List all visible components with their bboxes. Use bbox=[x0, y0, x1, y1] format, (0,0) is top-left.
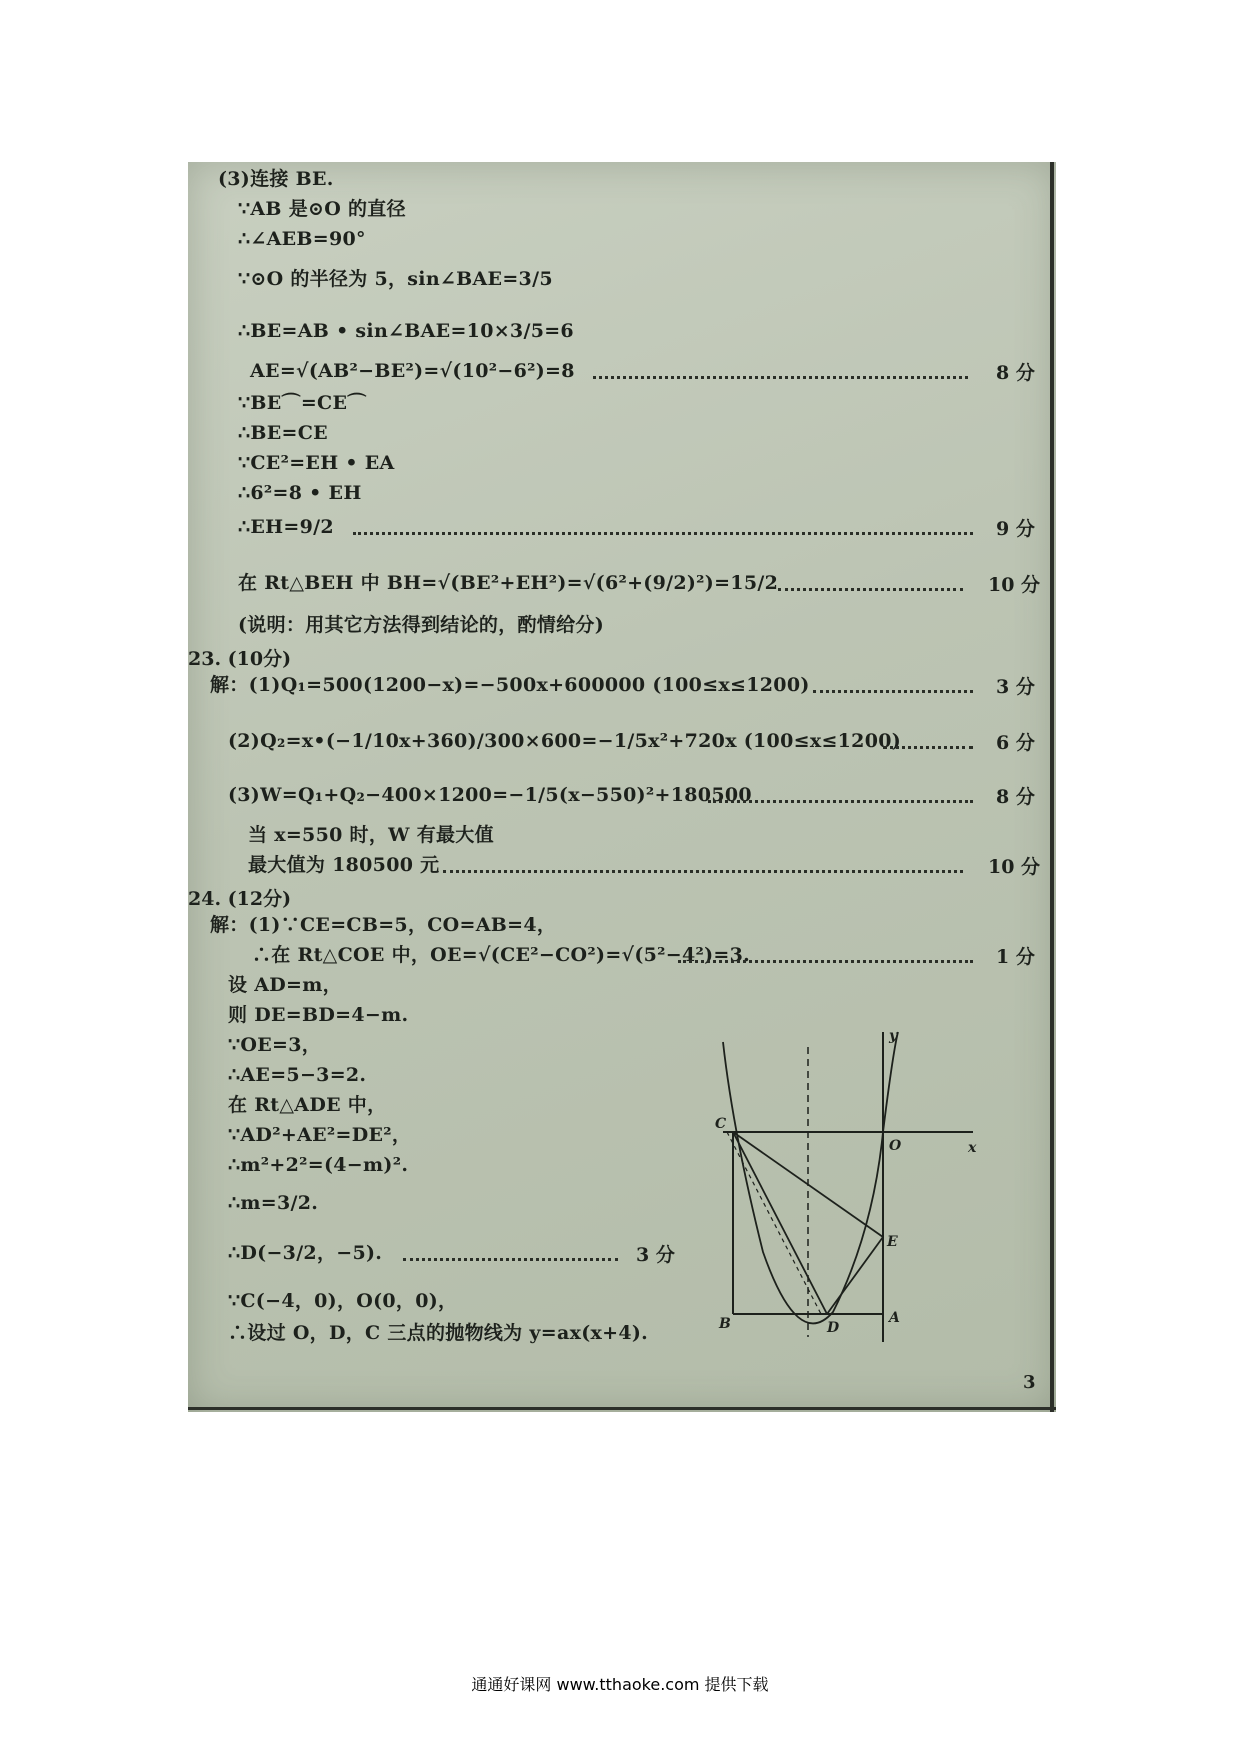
line-q23-part1: 解：(1)Q₁=500(1200−x)=−500x+600000 (100≤x≤1200) bbox=[210, 674, 810, 696]
leader-dots bbox=[593, 376, 968, 379]
line-ae-calc: AE=√(AB²−BE²)=√(10²−6²)=8 bbox=[250, 360, 575, 382]
line-set-ad: 设 AD=m， bbox=[228, 974, 342, 996]
line-ae-2: ∴AE=5−3=2. bbox=[228, 1064, 367, 1086]
score-8: 8 分 bbox=[996, 362, 1035, 384]
line-q23-part3: (3)W=Q₁+Q₂−400×1200=−1/5(x−550)²+180500 bbox=[228, 784, 752, 806]
leader-dots bbox=[353, 532, 973, 535]
line-ab-diameter: ∵AB 是⊙O 的直径 bbox=[238, 198, 406, 220]
label-y: y bbox=[889, 1028, 898, 1044]
leader-dots bbox=[883, 746, 973, 749]
leader-dots bbox=[403, 1258, 618, 1261]
line-q23-part2: (2)Q₂=x•(−1/10x+360)/300×600=−1/5x²+720x (100≤x≤1200) bbox=[228, 730, 902, 752]
scanned-answer-page bbox=[188, 162, 1056, 1412]
label-b: B bbox=[719, 1316, 731, 1332]
score-10: 10 分 bbox=[988, 574, 1041, 596]
question-23-heading: 23. (10分) bbox=[188, 648, 292, 670]
leader-dots bbox=[678, 960, 973, 963]
score-10b: 10 分 bbox=[988, 856, 1041, 878]
line-de-bd: 则 DE=BD=4−m. bbox=[228, 1004, 409, 1026]
label-c: C bbox=[715, 1116, 727, 1132]
line-note: (说明：用其它方法得到结论的，酌情给分) bbox=[238, 614, 604, 636]
line-max-value: 最大值为 180500 元 bbox=[248, 854, 440, 876]
page-edge-bottom bbox=[188, 1407, 1056, 1410]
line-connect-be: (3)连接 BE. bbox=[218, 168, 334, 190]
score-1: 1 分 bbox=[996, 946, 1035, 968]
page-number: 3 bbox=[1023, 1372, 1036, 1393]
segment-de bbox=[827, 1237, 883, 1314]
line-six-sq: ∴6²=8 • EH bbox=[238, 482, 362, 504]
segment-cd bbox=[733, 1132, 827, 1314]
parabola-curve bbox=[723, 1032, 898, 1323]
line-bh-calc: 在 Rt△BEH 中 BH=√(BE²+EH²)=√(6²+(9/2)²)=15/2 bbox=[238, 572, 779, 594]
leader-dots bbox=[443, 870, 963, 873]
line-pythag: ∵AD²+AE²=DE²， bbox=[228, 1124, 412, 1146]
question-24-heading: 24. (12分) bbox=[188, 888, 292, 910]
label-o: O bbox=[889, 1138, 902, 1154]
footer-credit: 通通好课网 www.tthaoke.com 提供下载 bbox=[471, 1675, 769, 1694]
line-angle-aeb: ∴∠AEB=90° bbox=[238, 228, 366, 250]
line-be-eq-ce: ∴BE=CE bbox=[238, 422, 328, 444]
leader-dots bbox=[813, 690, 973, 693]
page-edge-right bbox=[1050, 162, 1054, 1412]
line-d-coord: ∴D(−3/2，−5). bbox=[228, 1242, 383, 1264]
figure-svg bbox=[715, 992, 983, 1352]
line-m-value: ∴m=3/2. bbox=[228, 1192, 319, 1214]
leader-dots bbox=[778, 588, 963, 591]
line-ce-sq: ∵CE²=EH • EA bbox=[238, 452, 395, 474]
score-3: 3 分 bbox=[996, 676, 1035, 698]
line-max-condition: 当 x=550 时，W 有最大值 bbox=[248, 824, 494, 846]
leader-dots bbox=[708, 800, 973, 803]
score-3b: 3 分 bbox=[636, 1244, 675, 1266]
line-m-equation: ∴m²+2²=(4−m)². bbox=[228, 1154, 409, 1176]
line-q24-given: 解：(1)∵CE=CB=5，CO=AB=4， bbox=[210, 914, 557, 936]
score-9: 9 分 bbox=[996, 518, 1035, 540]
label-e: E bbox=[887, 1234, 898, 1250]
label-a: A bbox=[889, 1310, 900, 1326]
line-arc-equal: ∵BE⌒=CE⌒ bbox=[238, 392, 367, 414]
geometry-figure bbox=[715, 992, 983, 1356]
label-d: D bbox=[827, 1320, 840, 1336]
line-eh-value: ∴EH=9/2 bbox=[238, 516, 334, 538]
line-be-calc: ∴BE=AB • sin∠BAE=10×3/5=6 bbox=[238, 320, 574, 342]
label-x: x bbox=[968, 1140, 977, 1156]
score-6: 6 分 bbox=[996, 732, 1035, 754]
line-parabola: ∴设过 O，D，C 三点的抛物线为 y=ax(x+4). bbox=[228, 1322, 649, 1344]
line-rt-ade: 在 Rt△ADE 中， bbox=[228, 1094, 387, 1116]
line-oe-3: ∵OE=3， bbox=[228, 1034, 322, 1056]
line-co-coord: ∵C(−4，0)，O(0，0)， bbox=[228, 1290, 458, 1312]
score-8b: 8 分 bbox=[996, 786, 1035, 808]
line-oe-calc: ∴在 Rt△COE 中，OE=√(CE²−CO²)=√(5²−4²)=3. bbox=[252, 944, 751, 966]
line-radius-sin: ∵⊙O 的半径为 5，sin∠BAE=3/5 bbox=[238, 268, 553, 290]
